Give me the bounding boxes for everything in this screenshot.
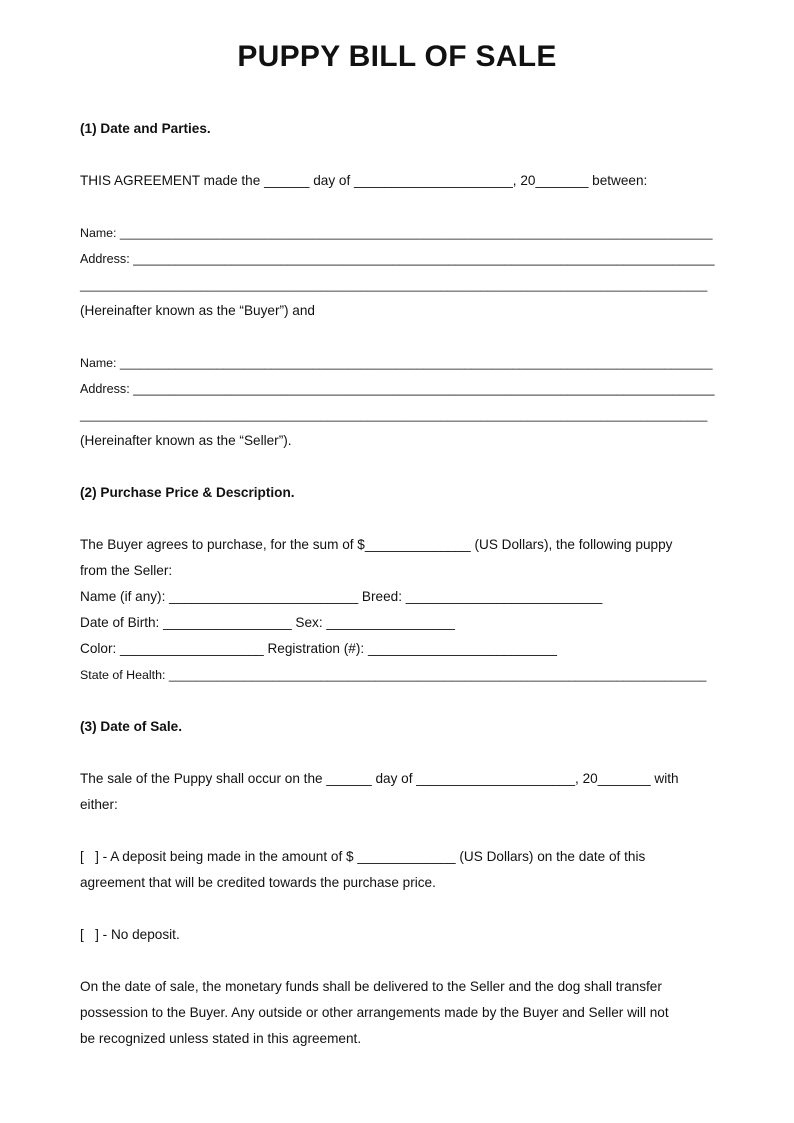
agreement-date-line: THIS AGREEMENT made the ______ day of _____________________, 20_______ between: <box>80 173 648 188</box>
deposit-option: [ ] - A deposit being made in the amount of $ _____________ (US Dollars) on the date of this <box>80 849 646 864</box>
buyer-label: (Hereinafter known as the “Buyer”) and <box>80 303 315 318</box>
section-2-heading: (2) Purchase Price & Description. <box>80 485 295 500</box>
document-title: PUPPY BILL OF SALE <box>237 40 557 73</box>
seller-address-field: Address: ___________________________________________________________________________________ <box>80 382 715 396</box>
final-terms-line-1: On the date of sale, the monetary funds shall be delivered to the Seller and the dog shall transfer <box>80 979 662 994</box>
puppy-health-field: State of Health: ______________________________________________________________________________ <box>80 668 707 682</box>
sale-date-line: The sale of the Puppy shall occur on the ______ day of _____________________, 20_______ with <box>80 771 679 786</box>
deposit-option-continued: agreement that will be credited towards the purchase price. <box>80 875 436 890</box>
buyer-address-field: Address: ___________________________________________________________________________________ <box>80 252 715 266</box>
purchase-price-line-2: from the Seller: <box>80 563 173 578</box>
buyer-address-continued-field: ______________________________________________________________________________________________ <box>80 278 708 292</box>
seller-label: (Hereinafter known as the “Seller”). <box>80 433 292 448</box>
seller-name-field: Name: ______________________________________________________________________________________ <box>80 356 713 370</box>
sale-date-line-2: either: <box>80 797 118 812</box>
puppy-name-breed-fields: Name (if any): _________________________ Breed: __________________________ <box>80 589 603 604</box>
no-deposit-option: [ ] - No deposit. <box>80 927 180 942</box>
final-terms-line-2: possession to the Buyer. Any outside or other arrangements made by the Buyer and Seller will not <box>80 1005 669 1020</box>
purchase-price-line: The Buyer agrees to purchase, for the sum of $______________ (US Dollars), the following puppy <box>80 537 673 552</box>
seller-address-continued-field: ______________________________________________________________________________________________ <box>80 408 708 422</box>
final-terms-line-3: be recognized unless stated in this agreement. <box>80 1031 362 1046</box>
puppy-dob-sex-fields: Date of Birth: _________________ Sex: _________________ <box>80 615 455 630</box>
section-3-heading: (3) Date of Sale. <box>80 719 182 734</box>
section-1-heading: (1) Date and Parties. <box>80 121 211 136</box>
buyer-name-field: Name: ______________________________________________________________________________________ <box>80 226 713 240</box>
puppy-color-registration-fields: Color: ___________________ Registration (#): _________________________ <box>80 641 557 656</box>
